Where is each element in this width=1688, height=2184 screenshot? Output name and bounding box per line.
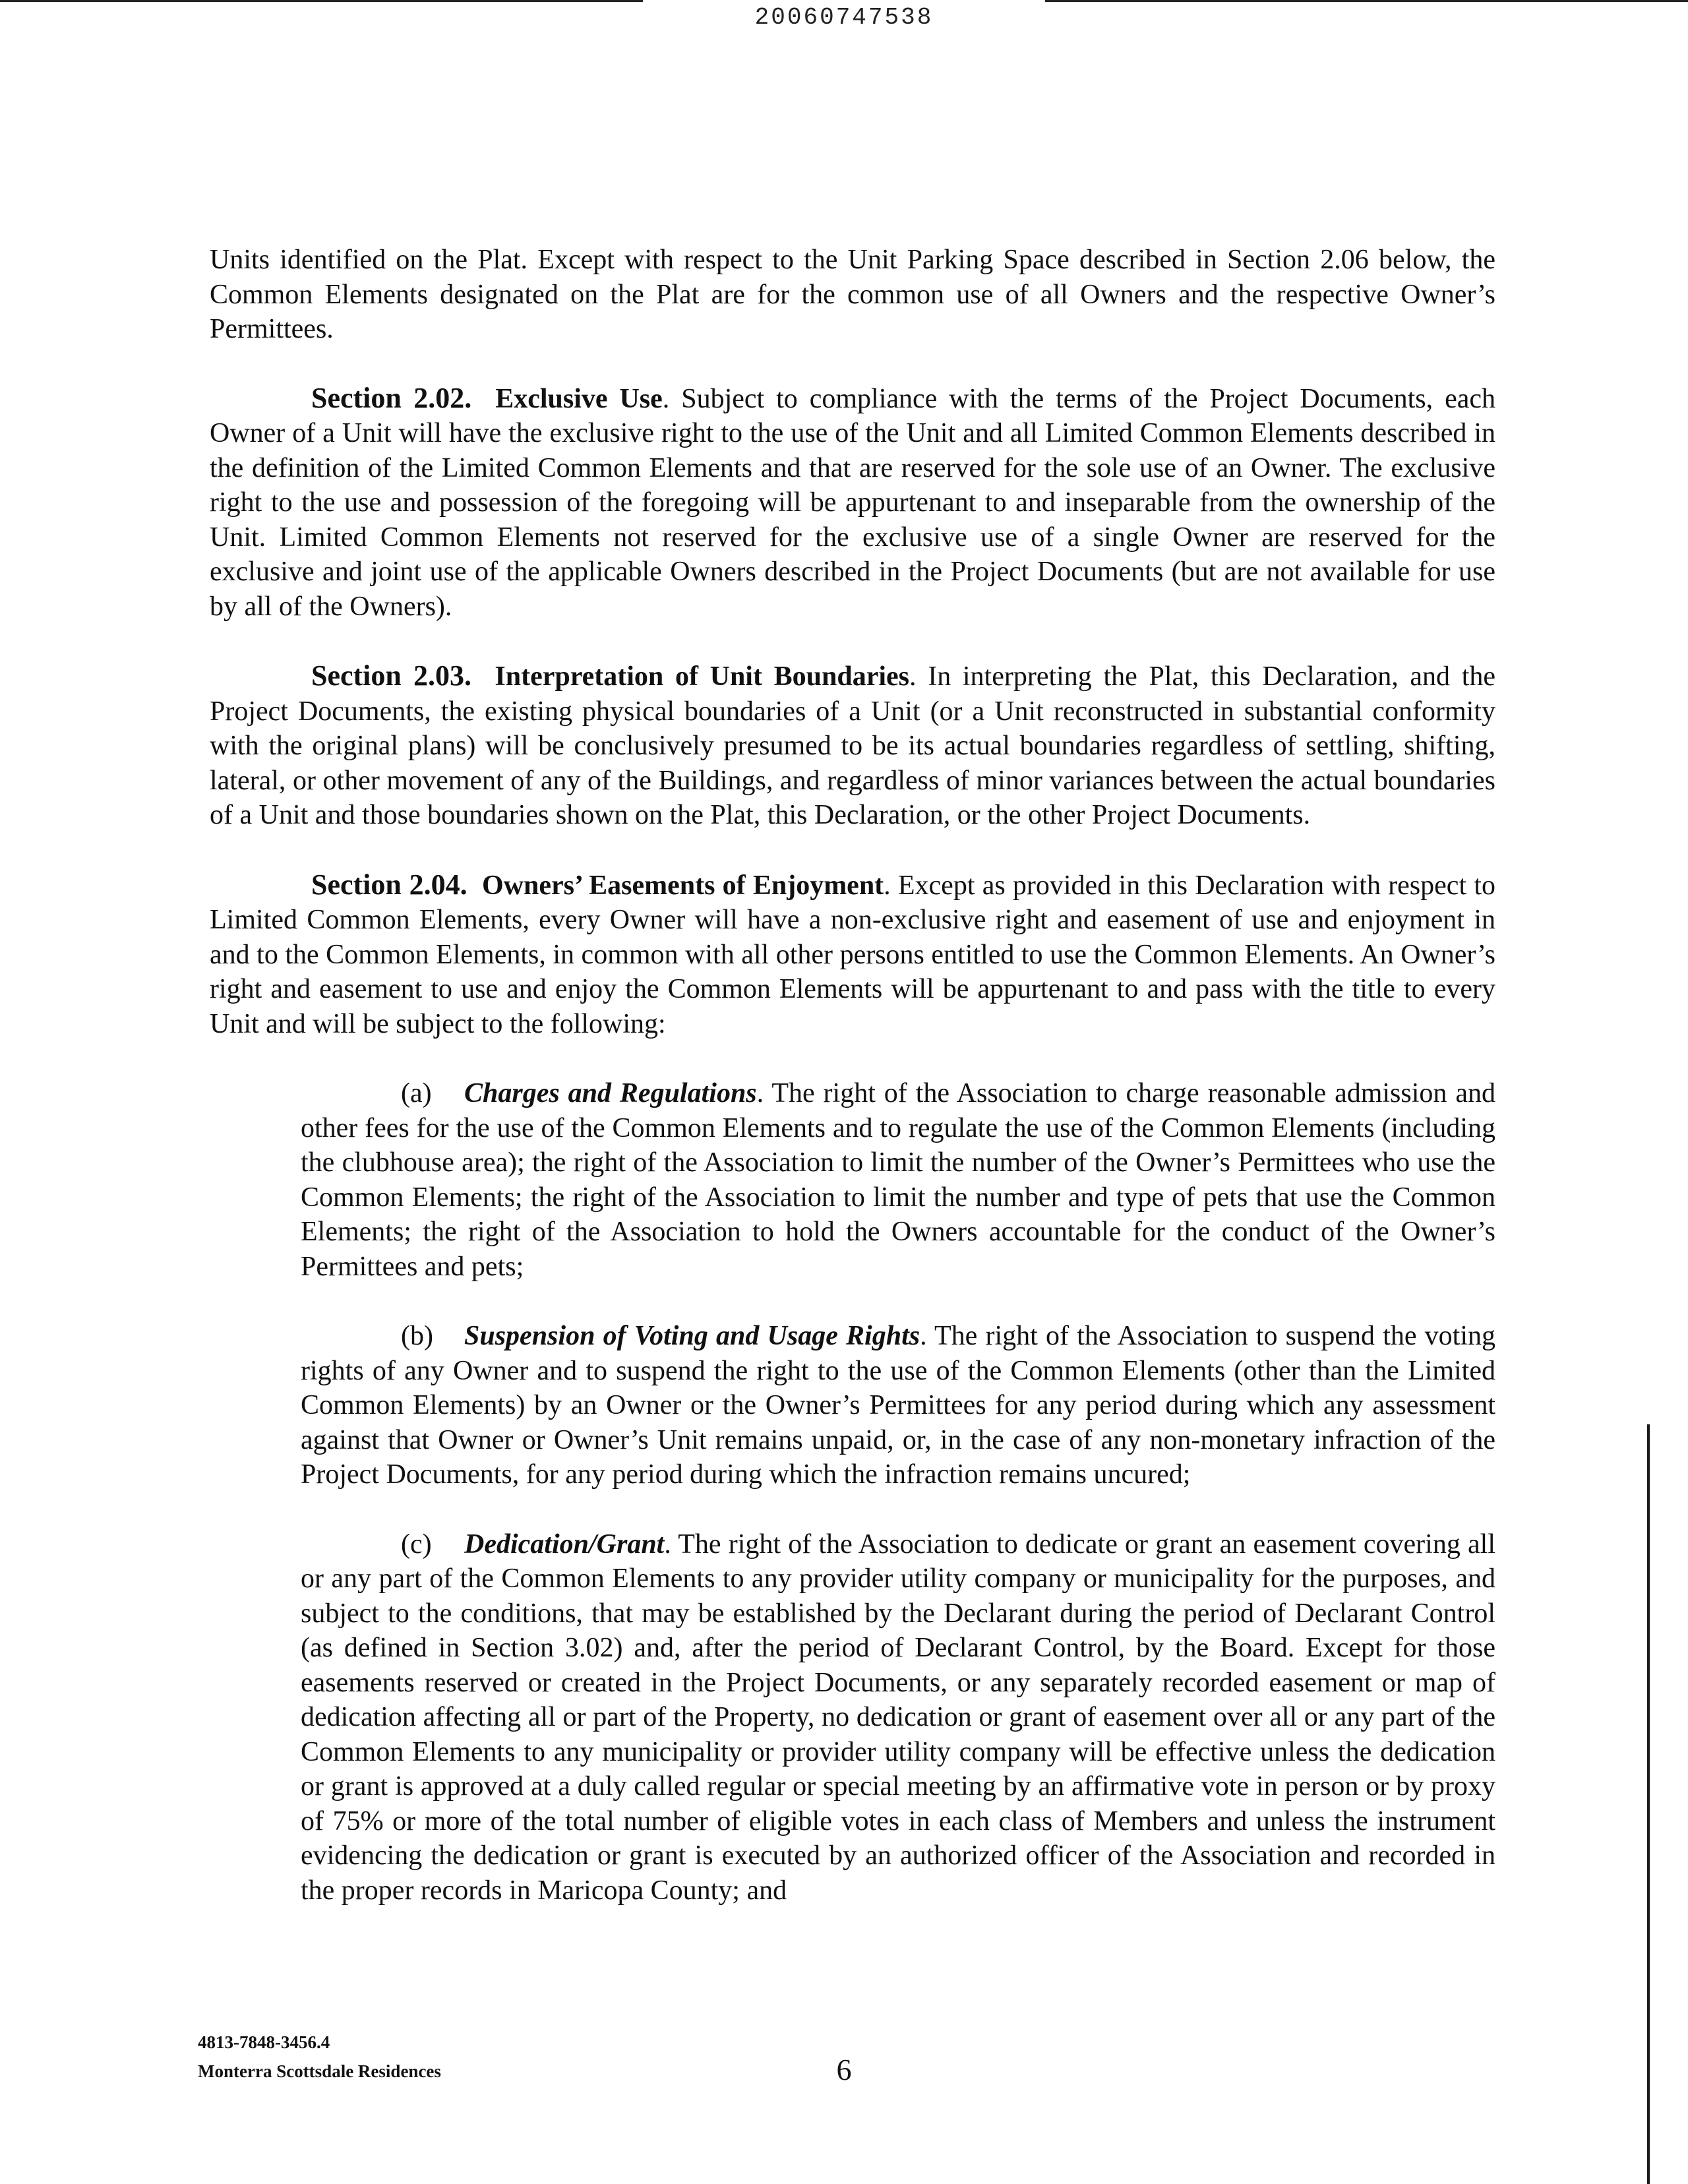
top-scan-rule-left (0, 0, 643, 2)
section-title: Interpretation of Unit Boundaries (495, 661, 910, 692)
subsection-title: Dedication/Grant (464, 1529, 665, 1560)
section-body: . Subject to compliance with the terms of the Project Documents, each Owner of a Unit will have the exclusive right to the use of the Unit and all Limited Common Elements described in the definition of the Limited Common Elements and that are reserved for the sole use of an Owner. The exclusive right to the use and possession of the foregoing will be appurtenant to and inseparable from the ownership of the Unit. Limited Common Elements not reserved for the exclusive use of a single Owner are reserved for the exclusive and joint use of the applicable Owners described in the Project Documents (but are not available for use by all of the Owners). (210, 383, 1496, 622)
subsection-b (301, 1319, 1495, 1492)
subsection-body: . The right of the Association to suspend the voting rights of any Owner and to suspend the right to the use of the Common Elements (other than the Limited Common Elements) by an Owner or the Owner’s Permittees for any period during which any assessment against that Owner or Owner’s Unit remains unpaid, or, in the case of any non-monetary infraction of the Project Documents, for any period during which the infraction remains uncured; (301, 1321, 1495, 1490)
paragraph-continued: Units identified on the Plat. Except with respect to the Unit Parking Space described in Section 2.06 below, the Common Elements designated on the Plat are for the common use of all Owners and the respective Owner’s Permittees. (210, 245, 1495, 344)
subsection-title: Suspension of Voting and Usage Rights (464, 1321, 920, 1351)
subsection-body: . The right of the Association to charge reasonable admission and other fees for the use of the Common Elements and to regulate the use of the Common Elements (including the clubhouse area); the right of the Association to limit the number of the Owner’s Permittees who use the Common Elements; the right of the Association to limit the number and type of pets that use the Common Elements; the right of the Association to hold the Owners accountable for the conduct of the Owner’s Permittees and pets; (301, 1078, 1495, 1282)
subsection-body: . The right of the Association to dedicate or grant an easement covering all or any part of the Common Elements to any provider utility company or municipality for the purposes, and subject to the conditions, that may be established by the Declarant during the period of Declarant Control (as defined in Section 3.02) and, after the period of Declarant Control, by the Board. Except for those easements reserved or created in the Project Documents, or any separately recorded easement or map of dedication affecting all or part of the Property, no dedication or grant of easement over all or any part of the Common Elements to any municipality or provider utility company will be effective unless the dedication or grant is approved at a duly called regular or special meeting by an affirmative vote in person or by proxy of 75% or more of the total number of eligible votes in each class of Members and unless the instrument evidencing the dedication or grant is executed by an authorized officer of the Association and recorded in the proper records in Maricopa County; and (301, 1529, 1495, 1906)
subsection-c (301, 1527, 1495, 1908)
footer-doc-id: 4813-7848-3456.4 (198, 2032, 330, 2052)
section-number: Section 2.02. (311, 381, 472, 414)
section-2-04 (210, 868, 1495, 1042)
section-body: . Except as provided in this Declaration with respect to Limited Common Elements, every Owner will have a non-exclusive right and easement of use and enjoyment in and to the Common Elements, in common with all other persons entitled to use the Common Elements. An Owner’s right and easement to use and enjoy the Common Elements will be appurtenant to and pass with the title to every Unit and will be subject to the following: (210, 870, 1495, 1039)
subsection-letter: (b) (401, 1321, 433, 1351)
recording-number: 20060747538 (754, 4, 934, 31)
subsection-title: Charges and Regulations (464, 1078, 757, 1108)
section-title: Owners’ Easements of Enjoyment (482, 870, 884, 901)
footer-project-name: Monterra Scottsdale Residences (198, 2061, 441, 2081)
subsection-letter: (c) (401, 1529, 432, 1560)
section-title: Exclusive Use (495, 383, 663, 414)
page-number: 6 (836, 2053, 852, 2086)
section-2-02 (210, 381, 1495, 624)
section-2-03 (210, 659, 1495, 833)
section-number: Section 2.04. (311, 868, 467, 901)
document-body (210, 243, 1495, 1943)
section-body: . In interpreting the Plat, this Declaration, and the Project Documents, the existing physical boundaries of a Unit (or a Unit reconstructed in substantial conformity with the original plans) will be conclusively presumed to be its actual boundaries regardless of settling, shifting, lateral, or other movement of any of the Buildings, and regardless of minor variances between the actual boundaries of a Unit and those boundaries shown on the Plat, this Declaration, or the other Project Documents. (210, 661, 1496, 830)
top-scan-rule-right (1045, 0, 1688, 2)
subsection-letter: (a) (401, 1078, 432, 1108)
right-scan-edge (1647, 1424, 1650, 2184)
subsection-a (301, 1076, 1495, 1284)
section-number: Section 2.03. (311, 659, 472, 692)
